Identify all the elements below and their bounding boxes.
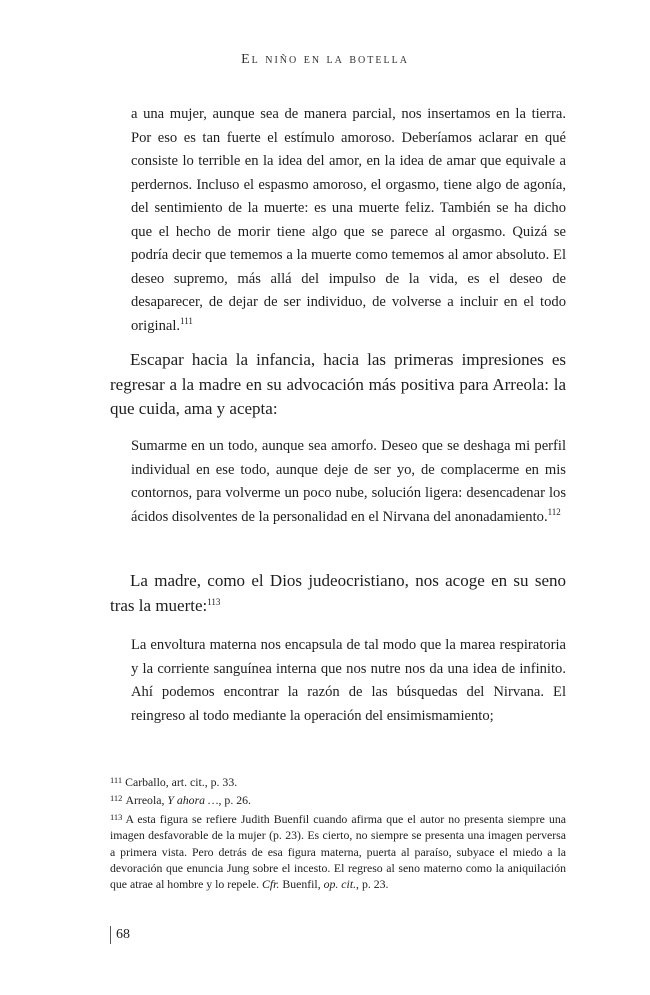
footnote: $^{112}$ Arreola, Y ahora …, p. 26. bbox=[110, 793, 251, 808]
body-paragraph bbox=[110, 348, 566, 422]
footnote: $^{111}$ Carballo, art. cit., p. 33. bbox=[110, 775, 238, 789]
footnote-number: 111 bbox=[110, 775, 123, 785]
block-quote bbox=[131, 435, 566, 529]
footnote-ref[interactable]: 111 bbox=[180, 315, 193, 326]
footnote-number: 113 bbox=[110, 811, 123, 822]
quote-paragraph: a una mujer, aunque sea de manera parcial, nos insertamos en la tierra. Por eso es tan fuerte el estímulo amoroso. Deberíamos aclarar en qué consiste lo terrible en la idea del amor, en la idea de amar que equivale a perdernos. Incluso el espasmo amoroso, el orgasmo, tiene algo de agonía, del sentimiento de la muerte: es una muerte feliz. También se ha dicho que el hecho de morir tiene algo que se parece al orgasmo. Quizá se podría decir que tememos a la muerte como tememos al amor absoluto. El deseo supremo, más allá del impulso de la vida, es el deseo de desaparecer, de dejar de ser individuo, de volverse a incluir en el todo original.$^{111}$ bbox=[131, 106, 566, 334]
book-title: Y ahora … bbox=[167, 793, 219, 808]
footnote: $^{113}$ A esta figura se refiere Judith Buenfil cuando afirma que el autor no presenta siempre una imagen desfavorable de la mujer (p. 23). Es cierto, no siempre se presenta una imagen perversa a primera vista. Pero detrás de esa figura materna, puerta al paraíso, subyace el miedo a la devoración que enuncia Jung sobre el incesto. El regreso al seno materno como la aniquilación que atrae al hombre y lo repele. Cfr. Buenfil, op. cit., p. 23. bbox=[110, 811, 566, 892]
block-quote bbox=[131, 103, 566, 338]
body-paragraph bbox=[110, 569, 566, 618]
footnotes bbox=[110, 772, 566, 893]
running-head: El niño en la botella bbox=[241, 52, 409, 67]
quote-paragraph: Sumarme en un todo, aunque sea amorfo. Deseo que se deshaga mi perfil individual en ese todo, aunque deje de ser yo, de complacerme en mis contornos, para volverme un poco nube, solución ligera: desencadenar los ácidos disolventes de la personalidad en el Nirvana del anonadamiento.$^{112}$ bbox=[131, 438, 566, 525]
footnote-ref[interactable]: 112 bbox=[547, 506, 561, 517]
page-number: 68 bbox=[110, 926, 130, 944]
block-quote bbox=[131, 634, 566, 728]
paragraph-text: Escapar hacia la infancia, hacia las primeras impresiones es regresar a la madre en su advocación más positiva para Arreola: la que cuida, ama y acepta: bbox=[110, 350, 566, 418]
footnote-number: 112 bbox=[110, 793, 123, 804]
quote-paragraph: La envoltura materna nos encapsula de tal modo que la marea respiratoria y la corriente sanguínea interna que nos nutre nos da una idea de infinito. Ahí podemos encontrar la razón de las búsquedas del Nirvana. El reingreso al todo mediante la operación del ensimismamiento; bbox=[131, 637, 566, 724]
paragraph-text: La madre, como el Dios judeocristiano, nos acoge en su seno tras la muerte:$^{113}$ bbox=[110, 571, 566, 615]
footnote-ref[interactable]: 113 bbox=[207, 596, 221, 607]
